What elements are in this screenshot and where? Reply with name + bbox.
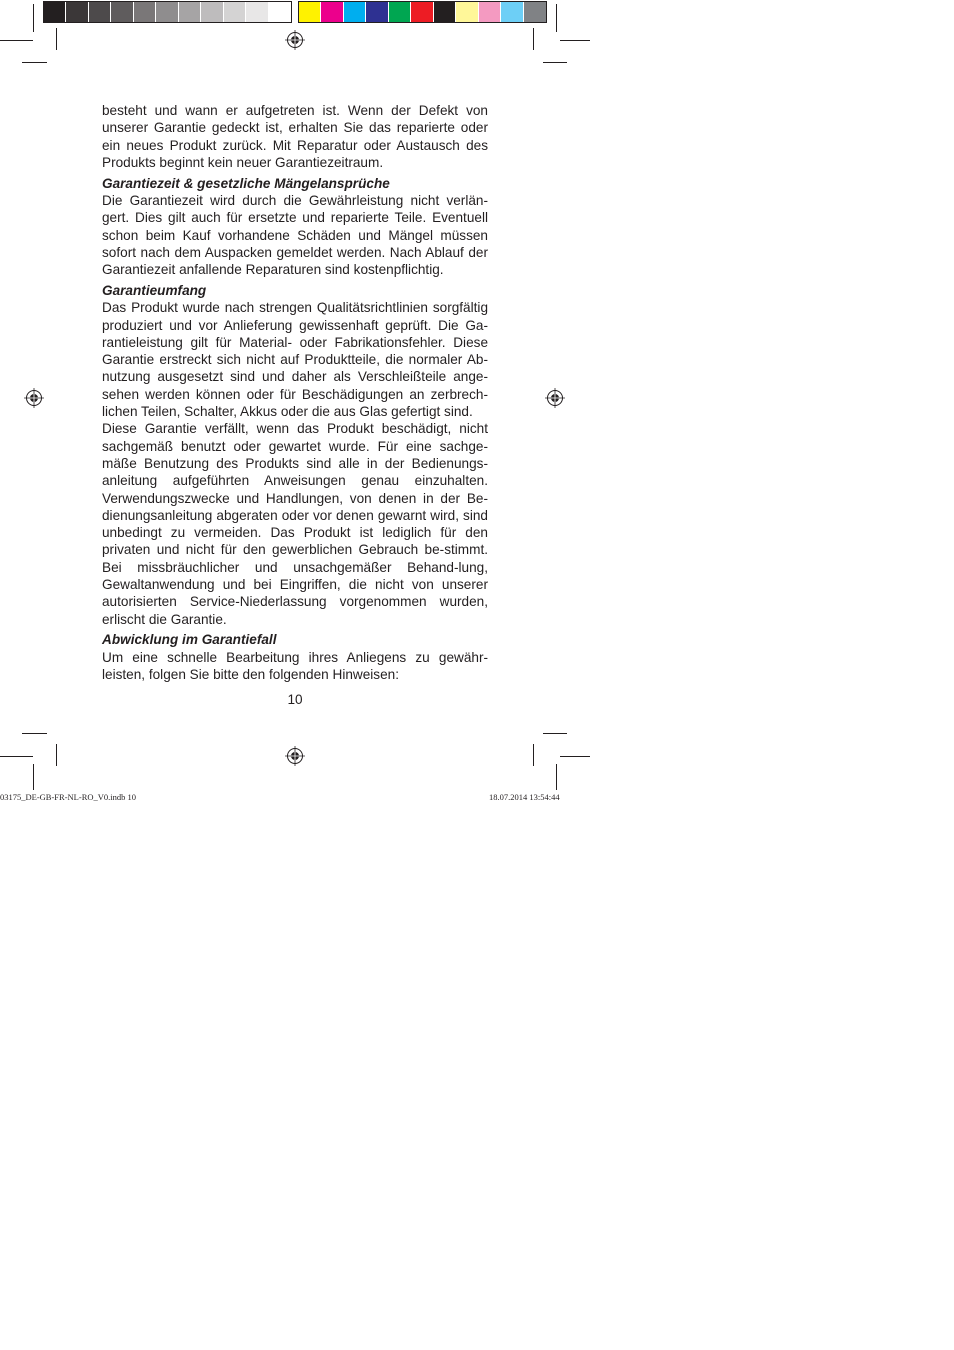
body-text: [102, 102, 488, 683]
section-heading: Garantieumfang: [102, 282, 207, 298]
paragraph: Um eine schnelle Bearbeitung ihres Anliegens zu gewähr-leisten, folgen Sie bitte den folgenden Hinweisen:: [102, 649, 488, 682]
crop-mark: [33, 764, 34, 790]
color-swatch: [246, 2, 268, 22]
paragraph: besteht und wann er aufgetreten ist. Wenn der Defekt von unserer Garantie gedeckt ist, erhalten Sie das reparierte oder ein neues Produkt zurück. Mit Reparatur oder Austausch des Produkts beginnt kein neuer Garantiezeitraum.: [102, 103, 488, 170]
crop-mark: [0, 756, 33, 757]
color-swatch: [456, 2, 478, 22]
slug-filename: 03175_DE-GB-FR-NL-RO_V0.indb 10: [0, 792, 136, 802]
color-swatch: [44, 2, 66, 22]
color-swatch: [299, 2, 321, 22]
paragraph: Diese Garantie verfällt, wenn das Produkt beschädigt, nicht sachgemäß benutzt oder gewartet wurde. Für eine sachge-mäße Benutzung des Produkts sind alle in der Bedienungs-anleitung aufgeführten Anweisungen genau einzuhalten. Verwendungszwecke und Handlungen, von denen in der Be-dienungsanleitung abgeraten oder vor denen gewarnt wird, sind unbedingt zu vermeiden. Das Produkt ist lediglich für den privaten und nicht für den gewerblichen Gebrauch be-stimmt. Bei missbräuchlicher und unsachgemäßer Behand-lung, Gewaltanwendung und bei Eingriffen, die nicht von unserer autorisierten Service-Niederlassung vorgenommen wurden, erlischt die Garantie.: [102, 421, 488, 627]
color-swatch: [66, 2, 88, 22]
color-swatch: [179, 2, 201, 22]
crop-mark: [56, 28, 57, 50]
crop-mark: [560, 40, 590, 41]
crop-mark: [0, 40, 33, 41]
color-swatch: [269, 2, 291, 22]
color-swatch: [201, 2, 223, 22]
color-swatch: [524, 2, 546, 22]
registration-mark-icon: [285, 30, 305, 50]
registration-mark-icon: [545, 388, 565, 408]
paragraph: Das Produkt wurde nach strengen Qualitätsrichtlinien sorgfältig produziert und vor Anlieferung gewissenhaft geprüft. Die Ga-rantieleistung gilt für Material- oder Fabrikationsfehler. Diese Garantie erstreckt sich nicht auf Produktteile, die normaler Ab-nutzung ausgesetzt sind und daher als Verschleißteile ange-sehen werden können oder für Beschädigungen an zerbrech-lichen Teilen, Schalter, Akkus oder die aus Glas gefertigt sind.: [102, 300, 488, 420]
slug-timestamp: 18.07.2014 13:54:44: [489, 792, 560, 802]
color-swatch: [479, 2, 501, 22]
crop-mark: [56, 744, 57, 766]
color-swatch: [134, 2, 156, 22]
color-swatch: [501, 2, 523, 22]
color-swatch: [366, 2, 388, 22]
color-swatch: [434, 2, 456, 22]
color-swatch: [389, 2, 411, 22]
color-swatch: [321, 2, 343, 22]
grayscale-color-bar: [43, 1, 292, 23]
crop-mark: [533, 28, 534, 50]
page-number: 10: [287, 692, 303, 707]
crop-mark: [33, 4, 34, 32]
crop-mark: [533, 744, 534, 766]
color-swatch: [344, 2, 366, 22]
registration-mark-icon: [285, 746, 305, 766]
crop-mark: [22, 62, 47, 63]
registration-mark-icon: [24, 388, 44, 408]
color-swatch: [156, 2, 178, 22]
process-color-bar: [298, 1, 547, 23]
crop-mark: [556, 764, 557, 790]
crop-mark: [556, 4, 557, 32]
color-swatch: [411, 2, 433, 22]
crop-mark: [560, 756, 590, 757]
paragraph: Die Garantiezeit wird durch die Gewährleistung nicht verlän-gert. Dies gilt auch für ersetzte und reparierte Teile. Eventuell schon beim Kauf vorhandene Schäden und Mängel müssen sofort nach dem Auspacken gemeldet werden. Nach Ablauf der Garantiezeit anfallende Reparaturen sind kostenpflichtig.: [102, 192, 488, 278]
color-swatch: [111, 2, 133, 22]
color-swatch: [89, 2, 111, 22]
crop-mark: [543, 62, 567, 63]
color-swatch: [224, 2, 246, 22]
crop-mark: [543, 733, 567, 734]
crop-mark: [22, 733, 47, 734]
section-heading: Abwicklung im Garantiefall: [102, 632, 277, 648]
section-heading: Garantiezeit & gesetzliche Mängelansprüche: [102, 175, 390, 191]
